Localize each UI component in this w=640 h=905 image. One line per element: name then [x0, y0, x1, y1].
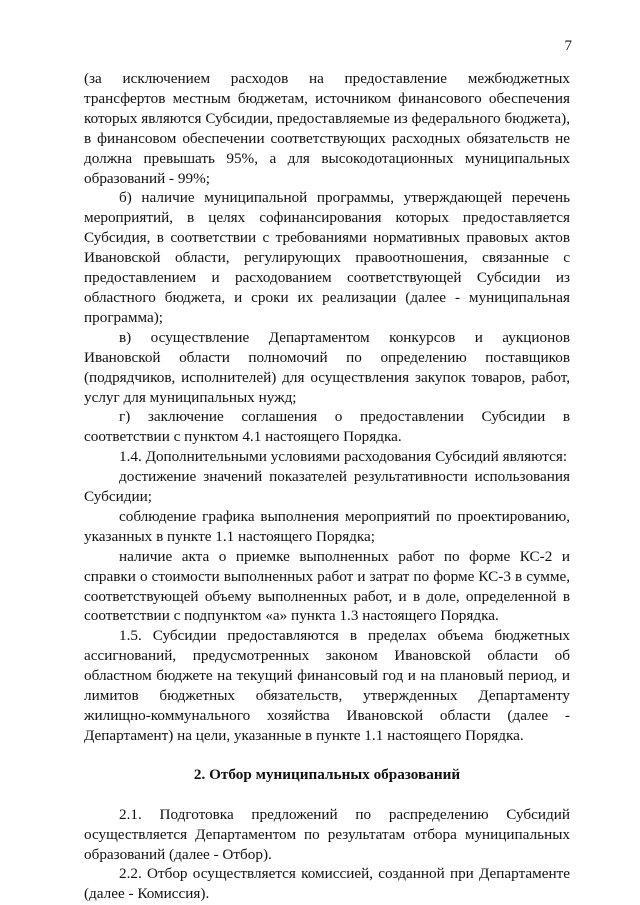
paragraph: достижение значений показателей результативности использования Субсидии; — [84, 468, 570, 506]
paragraph: 1.5. Субсидии предоставляются в пределах объема бюджетных ассигнований, предусмотренных законом Ивановской области об областном бюджете на текущий финансовый год и на плановый период, и лимитов бюджетных обязательств, утвержденных Департаменту жилищно-коммунального хозяйства Ивановской области (далее - Департамент) на цели, указанные в пункте 1.1 настоящего Порядка. — [84, 627, 570, 744]
paragraph: (за исключением расходов на предоставление межбюджетных трансфертов местным бюджетам, источником финансового обеспечения которых являются Субсидии, предоставляемые из федерального бюджета), в финансовом обеспечении соответствующих расходных обязательств не должна превышать 95%, а для высокодотационных муниципальных образований - 99%; — [84, 70, 570, 187]
page-number: 7 — [564, 38, 572, 54]
paragraph: соблюдение графика выполнения мероприятий по проектированию, указанных в пункте 1.1 настоящего Порядка; — [84, 507, 570, 545]
paragraph: г) заключение соглашения о предоставлении Субсидии в соответствии с пунктом 4.1 настоящего Порядка. — [84, 408, 570, 446]
paragraph: в) осуществление Департаментом конкурсов и аукционов Ивановской области полномочий по определению поставщиков (подрядчиков, исполнителей) для осуществления закупок товаров, работ, услуг для муниципальных нужд; — [84, 328, 570, 406]
paragraph: наличие акта о приемке выполненных работ по форме КС-2 и справки о стоимости выполненных работ и затрат по форме КС-3 в сумме, соответствующей объему выполненных работ, и в доле, определенной в соответствии с подпунктом «а» пункта 1.3 настоящего Порядка. — [84, 547, 570, 625]
paragraph: 2.2. Отбор осуществляется комиссией, созданной при Департаменте (далее - Комиссия). — [84, 865, 570, 903]
section-heading: 2. Отбор муниципальных образований — [193, 765, 461, 783]
paragraph: 2.1. Подготовка предложений по распределению Субсидий осуществляется Департаментом по результатам отбора муниципальных образований (далее - Отбор). — [84, 805, 570, 863]
paragraph: 1.4. Дополнительными условиями расходования Субсидий являются: — [119, 448, 568, 466]
document-body — [84, 69, 570, 904]
paragraph: б) наличие муниципальной программы, утверждающей перечень мероприятий, в целях софинансирования которых предоставляется Субсидия, в соответствии с требованиями нормативных правовых актов Ивановской области, регулирующих правоотношения, связанные с предоставлением и расходованием соответствующей Субсидии из областного бюджета, и сроки их реализации (далее - муниципальная программа); — [84, 189, 570, 326]
